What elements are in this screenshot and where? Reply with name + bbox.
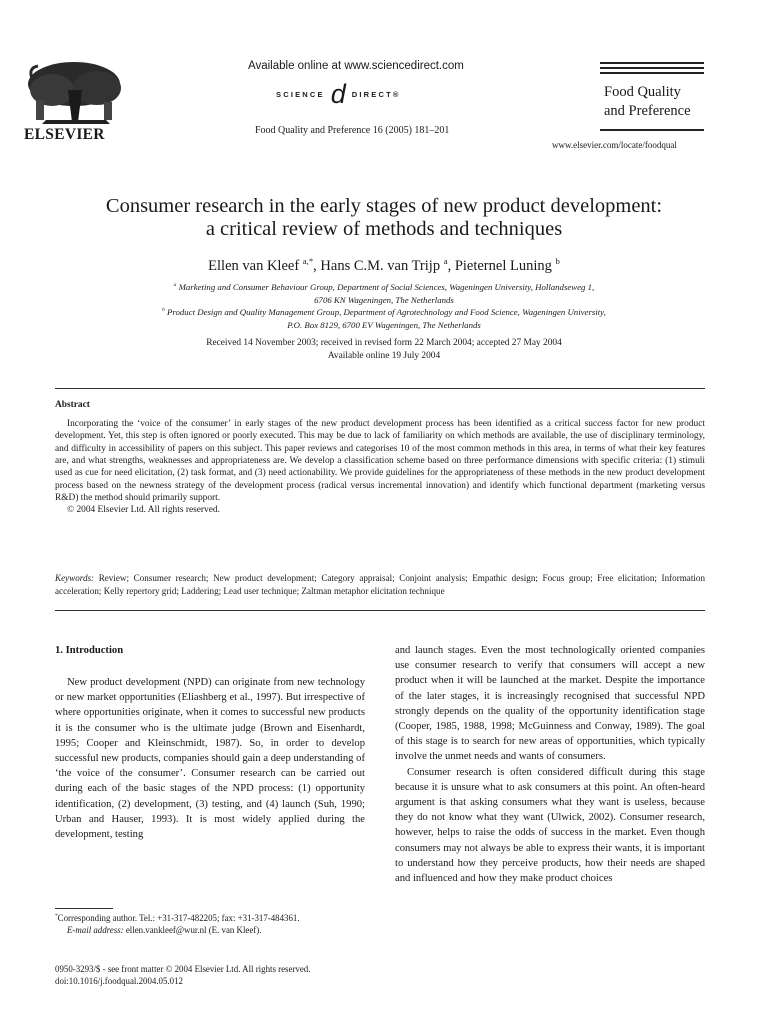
article-title [0, 195, 768, 241]
keywords [55, 572, 705, 597]
affil-a-line1: Marketing and Consumer Behaviour Group, Department of Social Sciences, Wageningen University, Hollandseweg 1, [178, 282, 595, 292]
journal-rule-1 [600, 62, 704, 64]
footer-issn: 0950-3293/$ - see front matter © 2004 Elsevier Ltd. All rights reserved. [55, 964, 311, 974]
author-2: , Hans C.M. van Trijp [313, 258, 441, 274]
title-line2: a critical review of methods and techniques [205, 218, 563, 240]
affil-b-mark: b [162, 307, 165, 314]
intro-paragraph-2: Consumer research is often considered difficult during this stage because it is unsure what to ask consumers at this point. An often-heard argument is that asking consumers what they want is useless, because they do not know what they want (Ulwick, 2002). Consumer research, however, helps to raise the odds of success in the market. Even though consumers may not always be able to express their wants, it is important to understand how they perceive products, how their needs are shaped and influenced and how they make product choices [395, 766, 705, 885]
journal-name-line1: Food Quality [604, 84, 681, 100]
author-3-sup: b [555, 256, 560, 267]
footnote-email-label: E-mail address: [67, 925, 124, 936]
affil-b-line1: Product Design and Quality Management Group, Department of Agrotechnology and Food Science, Wageningen University, [167, 307, 606, 318]
journal-rule-2 [600, 67, 704, 69]
footnote-email-link[interactable]: ellen.vankleef@wur.nl [125, 925, 207, 936]
footnote [55, 912, 365, 937]
keywords-text: Review; Consumer research; New product development; Category appraisal; Conjoint analysis; Empathic design; Focus group; Free elicitation; Information acceleration; Kelly repertory grid; Laddering; Lead user technique; Zaltman metaphor elicitation technique [55, 573, 705, 596]
journal-rule-3 [600, 72, 704, 74]
abstract-text: Incorporating the ‘voice of the consumer’ in early stages of the new product development process has been identified as a critical success factor for new product development. Yet, this step is often ignored or poorly executed. This may be due to lack of familiarity on which methods are available, the use of disciplinary terminology, and difficulty in accessibility of papers on this subject. This paper reviews and categorises 10 of the most common methods in this area, in terms of what their key features are, and what strengths, weaknesses and appropriateness are. We develop a classification scheme based on three performance dimensions with specific criteria: (1) stimuli used as cue for need elicitation, (2) task format, and (3) need actionability. We provide guidelines for the appropriateness of these methods in the new product development process based on the newness strategy of the development process (radical versus incremental innovation) and identify which functional department (marketing versus R&D) the method should primarily support. [55, 419, 705, 504]
intro-paragraph-1: New product development (NPD) can originate from new technology or new market opportunities (Eliashberg et al., 1997). But irrespective of where opportunities originate, when it comes to successful new products it is the consumer who is the ultimate judge (Brown and Eisenhardt, 1995; Cooper and Kleinschmidt, 1987). So, in order to develop successful new products, companies should gain a deep understanding of ‘the voice of the consumer’. Consumer research can be carried out during each of the basic stages of the NPD process: (1) opportunity identification, (2) development, (3) testing, and (4) launch (Suh, 1990; Urban and Hauser, 1993). It is most widely applied during the development, testing [55, 677, 365, 841]
affil-a-mark: a [173, 282, 177, 289]
abstract-body [55, 418, 705, 517]
footnote-rule [55, 908, 113, 909]
right-column [395, 643, 705, 886]
abstract-heading: Abstract [55, 400, 90, 410]
journal-url[interactable]: www.elsevier.com/locate/foodqual [552, 140, 677, 150]
available-date: Available online 19 July 2004 [327, 350, 441, 361]
author-2-sup: a [443, 256, 448, 267]
abstract-top-rule [55, 388, 705, 389]
page-footer [55, 963, 310, 988]
author-list [0, 258, 768, 275]
section-heading: 1. Introduction [55, 645, 124, 656]
abstract-copyright: © 2004 Elsevier Ltd. All rights reserved. [67, 505, 220, 516]
affiliations [0, 281, 768, 331]
abstract-bottom-rule [55, 610, 705, 611]
footer-doi[interactable]: doi:10.1016/j.foodqual.2004.05.012 [55, 976, 183, 987]
journal-name-line2: and Preference [604, 103, 691, 119]
footnote-email-suffix: (E. van Kleef). [206, 925, 262, 936]
publisher-name: ELSEVIER [24, 126, 105, 143]
journal-rule-bottom [600, 129, 704, 131]
journal-citation: Food Quality and Preference 16 (2005) 181–201 [255, 125, 450, 136]
affil-a-line2: 6706 KN Wageningen, The Netherlands [314, 294, 454, 305]
footnote-mark: * [55, 913, 58, 920]
author-1: Ellen van Kleef [208, 258, 300, 274]
author-1-sup: a,* [302, 256, 314, 267]
available-online-line: Available online at www.sciencedirect.com [248, 60, 464, 72]
article-dates [0, 337, 768, 362]
sciencedirect-logo [276, 80, 401, 108]
received-dates: Received 14 November 2003; received in revised form 22 March 2004; accepted 27 May 2004 [206, 338, 562, 348]
sciencedirect-at-icon: d [330, 79, 346, 109]
left-column [55, 675, 365, 842]
author-3: , Pieternel Luning [447, 258, 552, 274]
keywords-label: Keywords: [55, 573, 95, 583]
footnote-corresponding: Corresponding author. Tel.: +31-317-482205; fax: +31-317-484361. [57, 913, 300, 923]
intro-paragraph-1-cont: and launch stages. Even the most technologically oriented companies use consumer research to verify that consumers will accept a new product when it will be launched at the market. Despite the importance of the later stages, it is increasingly recognised that successful NPD strongly depends on the quality of the opportunity identification stage (Cooper, 1985, 1988, 1998; McGuinness and Conway, 1989). The goal of this stage is to search for new areas of opportunities, which typically involve the unmet needs and wants of consumers. [395, 645, 705, 763]
sciencedirect-left-text: SCIENCE [276, 89, 325, 99]
journal-name [604, 83, 691, 121]
sciencedirect-right-text: DIRECT® [351, 89, 401, 99]
affil-b-line2: P.O. Box 8129, 6700 EV Wageningen, The Netherlands [287, 319, 481, 330]
title-line1: Consumer research in the early stages of new product development: [105, 195, 663, 217]
